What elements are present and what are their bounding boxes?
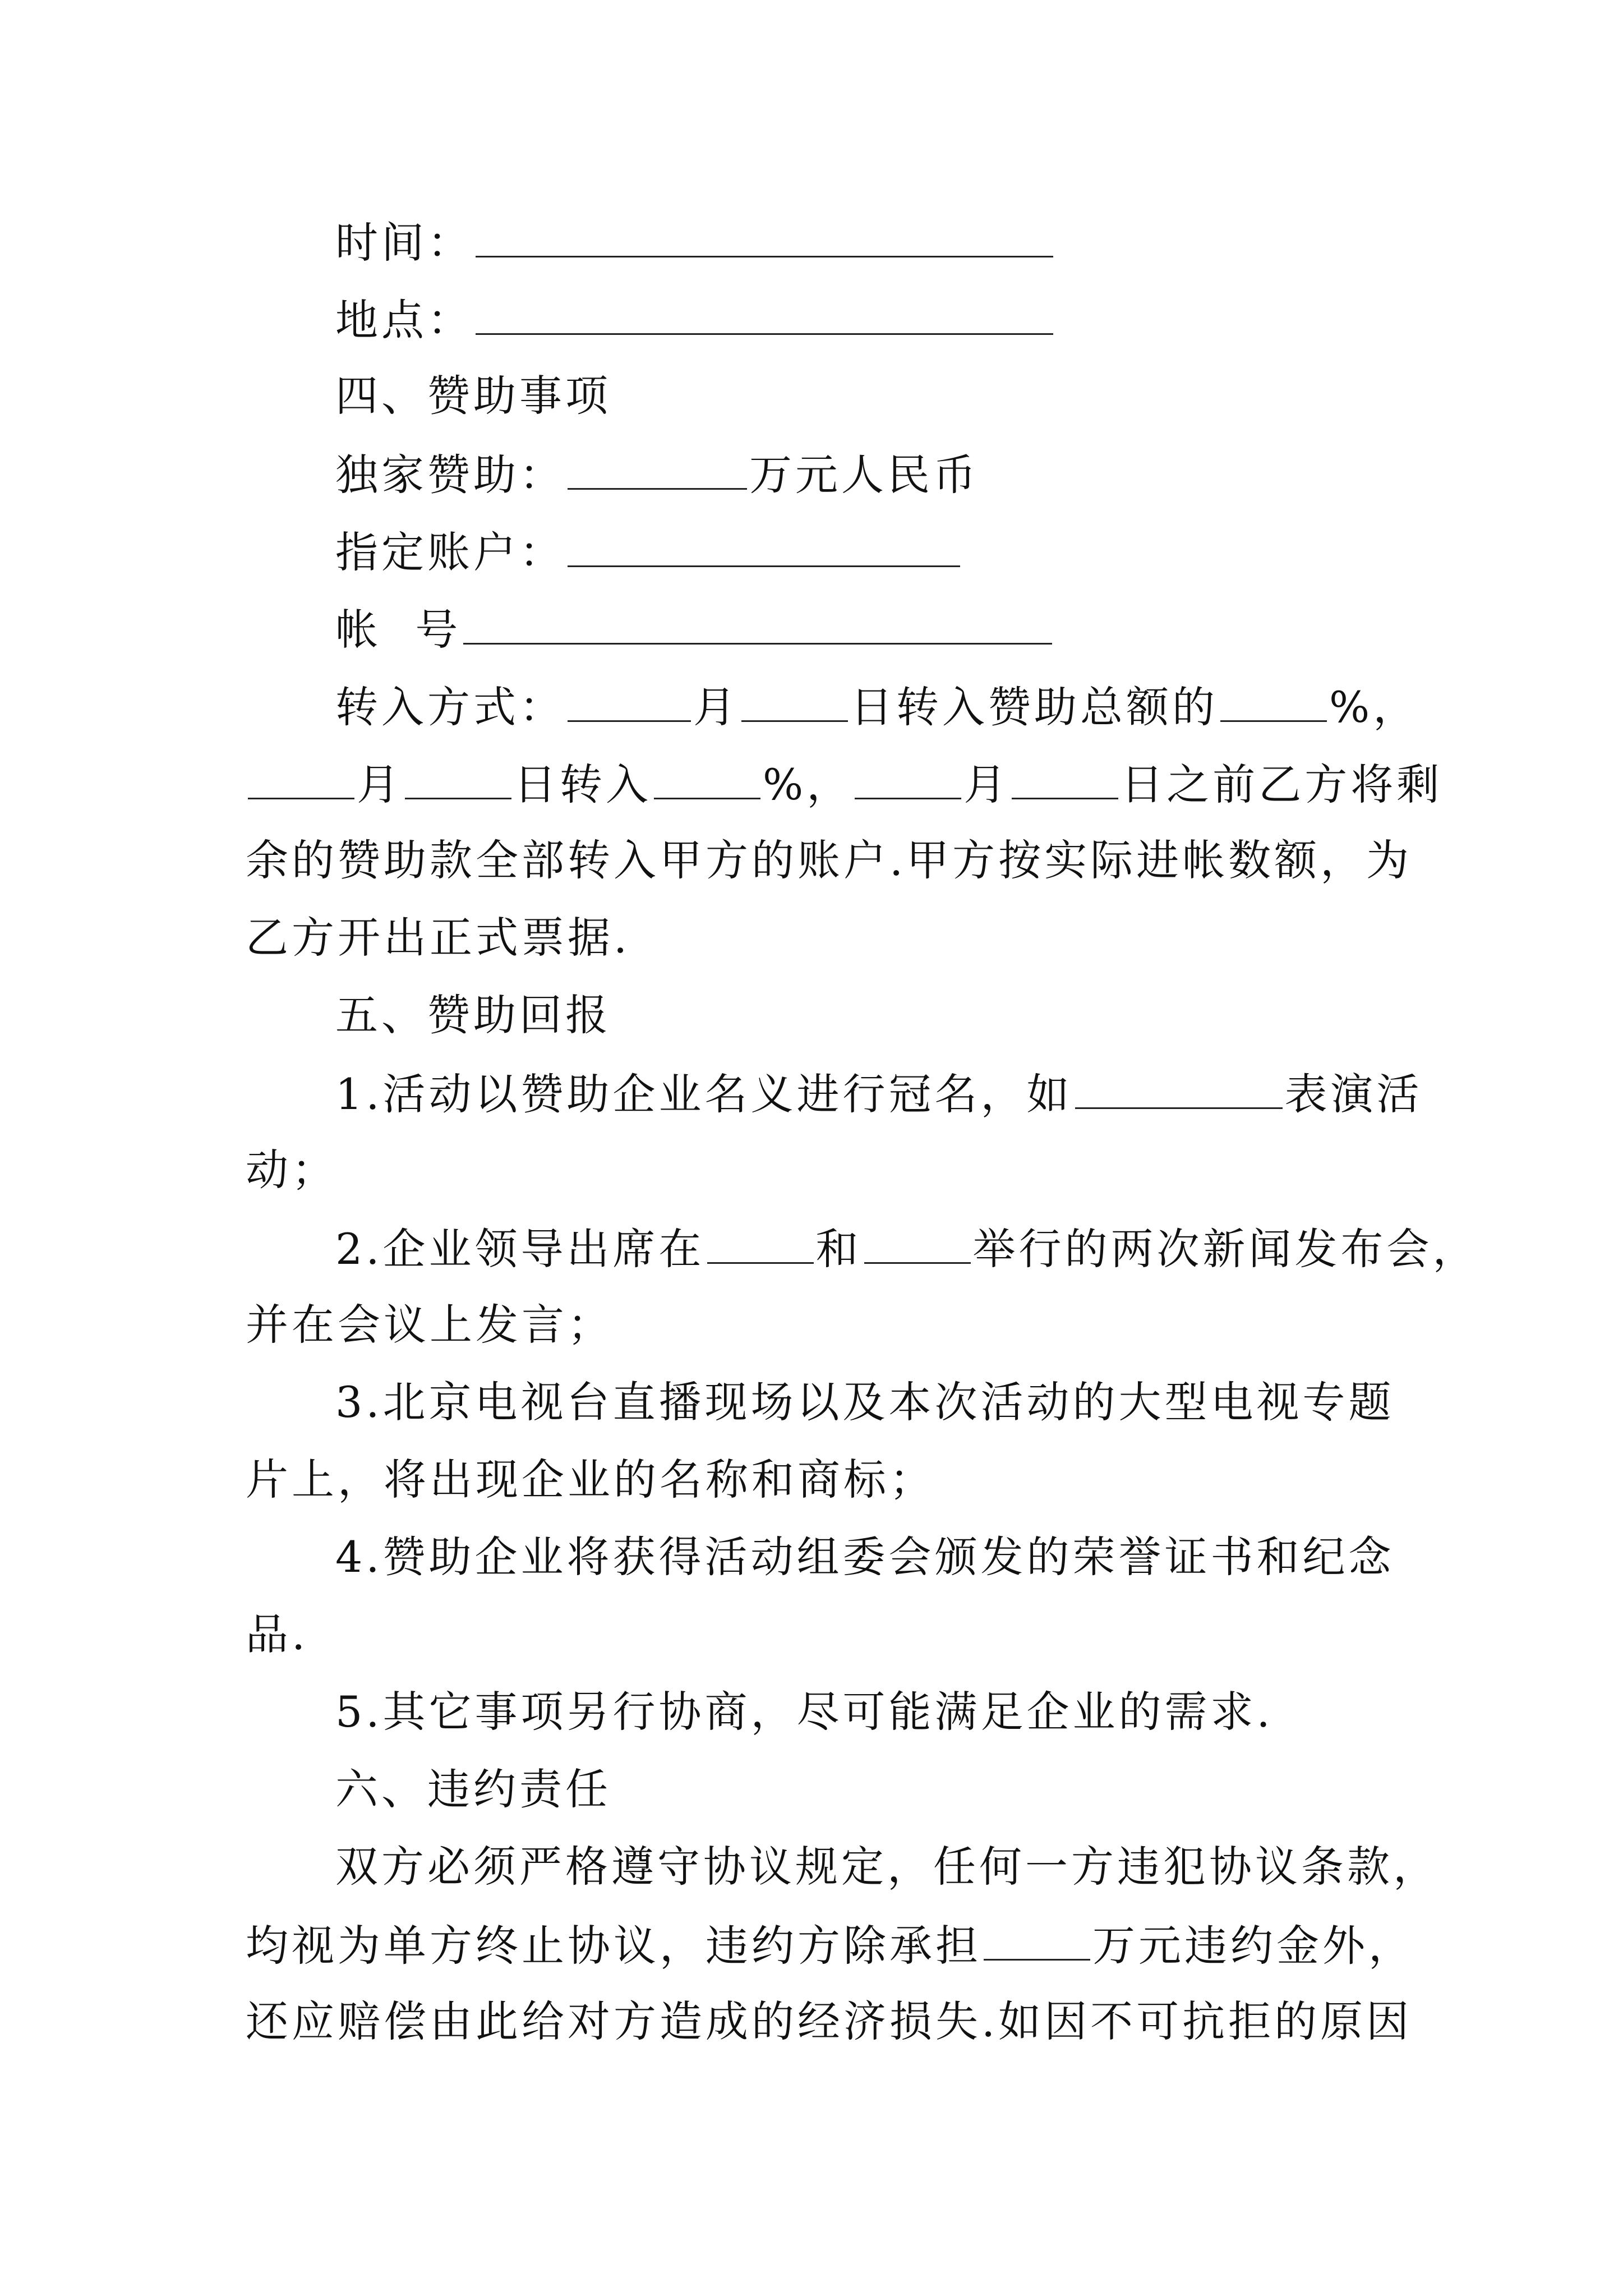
item4-line-2: 品. [246, 1609, 309, 1659]
item3-line-2: 片上，将出现企业的名称和商标； [246, 1455, 935, 1504]
item2-text-b: 和 [815, 1224, 862, 1274]
item5-line: 5.其它事项另行协商，尽可能满足企业的需求. [335, 1687, 1274, 1737]
item2-blank-1[interactable] [707, 1226, 814, 1264]
transfer-day-3: 日之前乙方将剩 [1121, 760, 1443, 809]
item3-line-1: 3.北京电视台直播现场以及本次活动的大型电视专题 [335, 1377, 1395, 1427]
account-label: 指定账户： [335, 527, 565, 577]
transfer-day-3-blank[interactable] [1012, 762, 1118, 799]
section4-heading: 四、赞助事项 [335, 371, 611, 421]
exclusive-label: 独家赞助： [335, 450, 565, 500]
breach-amount-blank[interactable] [984, 1923, 1090, 1961]
item4-line-1: 4.赞助企业将获得活动组委会颁发的荣誉证书和纪念 [335, 1532, 1395, 1582]
time-blank[interactable] [476, 220, 1053, 257]
item2-blank-2[interactable] [864, 1226, 971, 1264]
place-line [335, 295, 1055, 345]
time-label: 时间： [335, 218, 473, 268]
transfer-line-4: 乙方开出正式票据. [246, 913, 631, 963]
item2-text-c: 举行的两次新闻发布会， [972, 1224, 1479, 1274]
transfer-pct-1-blank[interactable] [1220, 684, 1327, 722]
account-no-blank[interactable] [463, 607, 1052, 645]
time-line [335, 218, 1055, 268]
transfer-label: 转入方式： [335, 682, 565, 732]
breach-line-2 [246, 1921, 1414, 1971]
place-label: 地点： [335, 295, 473, 345]
exclusive-amount-blank[interactable] [568, 452, 747, 490]
transfer-month-3-blank[interactable] [855, 762, 961, 799]
transfer-pct-2: %， [763, 760, 853, 809]
transfer-line-1 [335, 682, 1419, 732]
transfer-month-1-blank[interactable] [568, 684, 691, 722]
item1-text-b: 表演活 [1284, 1069, 1423, 1119]
transfer-month-2: 月 [357, 760, 403, 809]
item1-line-2: 动； [246, 1145, 338, 1195]
item2-text-a: 2.企业领导出席在 [335, 1224, 705, 1274]
exclusive-unit: 万元人民币 [749, 450, 979, 500]
breach-line-1: 双方必须严格遵守协议规定，任何一方违犯协议条款， [335, 1842, 1439, 1892]
item1-name-blank[interactable] [1075, 1071, 1283, 1109]
breach-text-a: 均视为单方终止协议，违约方除承担 [246, 1921, 981, 1971]
exclusive-line [335, 450, 979, 500]
account-no-label: 帐 号 [335, 605, 462, 655]
item2-line-2: 并在会议上发言； [246, 1300, 614, 1350]
item1-text-a: 1.活动以赞助企业名义进行冠名，如 [335, 1069, 1073, 1119]
transfer-month-3: 月 [963, 760, 1010, 809]
section6-heading: 六、违约责任 [335, 1764, 611, 1814]
transfer-day-2: 日转入 [514, 760, 652, 809]
breach-line-3: 还应赔偿由此给对方造成的经济损失.如因不可抗拒的原因 [246, 1996, 1413, 2046]
transfer-line-3: 余的赞助款全部转入甲方的账户.甲方按实际进帐数额，为 [246, 835, 1413, 885]
item2-line-1 [335, 1224, 1479, 1274]
transfer-line-2 [246, 760, 1443, 809]
transfer-pct-2-blank[interactable] [654, 762, 760, 799]
section5-heading: 五、赞助回报 [335, 990, 611, 1040]
transfer-day-1-blank[interactable] [741, 684, 848, 722]
transfer-month-1: 月 [693, 682, 739, 732]
transfer-pct-1: %， [1329, 682, 1419, 732]
item1-line-1 [335, 1069, 1423, 1119]
breach-text-b: 万元违约金外， [1092, 1921, 1414, 1971]
transfer-day-1: 日转入赞助总额的 [850, 682, 1218, 732]
account-blank[interactable] [568, 530, 960, 567]
place-blank[interactable] [476, 297, 1053, 335]
account-line [335, 527, 962, 577]
account-no-line [335, 605, 1054, 655]
transfer-month-2-blank[interactable] [248, 762, 354, 799]
transfer-day-2-blank[interactable] [405, 762, 511, 799]
